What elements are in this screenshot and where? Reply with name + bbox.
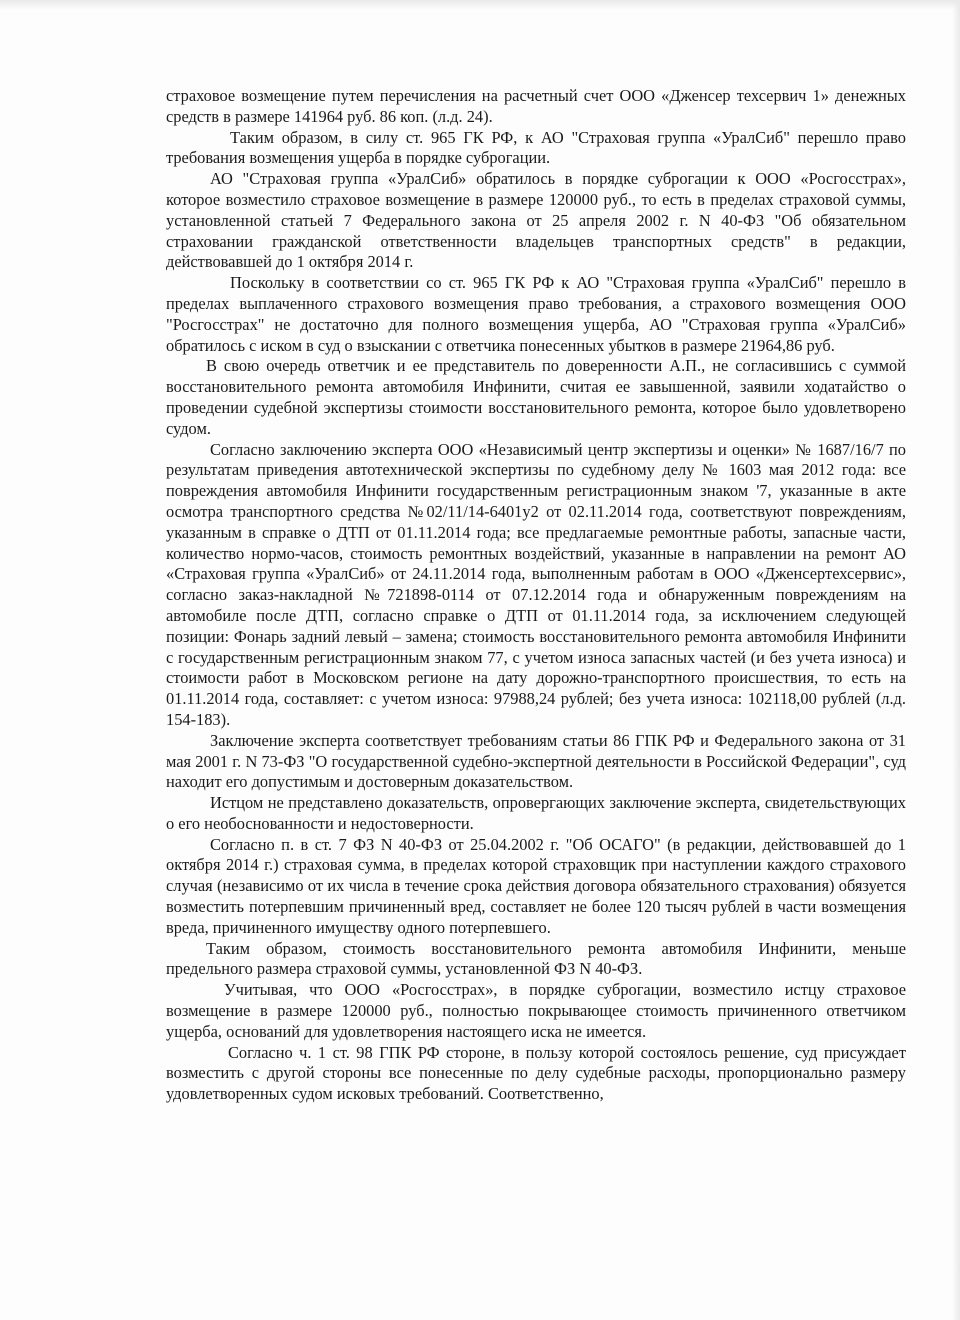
- paragraph-no-rebuttal: Истцом не представлено доказательств, опровергающих заключение эксперта, свидетельствующих о его необоснованности и недостоверности.: [166, 793, 906, 833]
- paragraph-repair-below-limit: Таким образом, стоимость восстановительного ремонта автомобиля Инфинити, меньше предельного размера страховой суммы, установленной ФЗ N 40-ФЗ.: [166, 938, 906, 979]
- paragraph-no-grounds: Учитывая, что ООО «Росгосстрах», в порядке суброгации, возместило истцу страховое возмещение в размере 120000 руб., полностью покрывающее стоимость причиненного ответчиком ущерба, оснований для удовлетворения настоящего иска не имеется.: [166, 980, 906, 1041]
- paragraph-expert-conclusion: Согласно заключению эксперта ООО «Независимый центр экспертизы и оценки» № 1687/16/7 по результатам приведения автотехнической экспертизы по судебному делу № 1603 мая 2012 года: все повреждения автомобиля Инфинити государственным регистрационным знаком '7, указанные в акте осмотра транспортного средства №02/11/14-6401у2 от 02.11.2014 года, соответствуют повреждениям, указанным в справке о ДТП от 01.11.2014 года; все предлагаемые ремонтные работы, запасные части, количество нормо-часов, стоимость ремонтных воздействий, указанные в направлении на ремонт АО «Страховая группа «УралСиб» от 24.11.2014 года, выполненным работам в ООО «Дженсертехсервис», согласно заказ-накладной №721898-0114 от 07.12.2014 года и обнаруженным повреждениям на автомобиле после ДТП, согласно справке о ДТП от 01.11.2014 года, за исключением следующей позиции: Фонарь задний левый – замена; стоимость восстановительного ремонта автомобиля Инфинити с государственным регистрационным знаком 77, с учетом износа запасных частей (и без учета износа) и стоимости работ в Московском регионе на дату дорожно-транспортного происшествия, то есть на 01.11.2014 года, составляет: с учетом износа: 97988,24 рублей; без учета износа: 102118,00 рублей (л.д. 154-183).: [166, 439, 906, 729]
- scan-edge-top: [0, 0, 960, 10]
- paragraph-court-costs: Согласно ч. 1 ст. 98 ГПК РФ стороне, в пользу которой состоялось решение, суд присуждает возместить с другой стороны все понесенные по делу судебные расходы, пропорционально размеру удовлетворенных судом исковых требований. Соответственно,: [166, 1042, 906, 1104]
- paragraph-rosgosstrakh-claim: АО "Страховая группа «УралСиб» обратилось в порядке суброгации к ООО «Росгосстрах», которое возместило страховое возмещение в размере 120000 руб., то есть в пределах страховой суммы, установленной статьей 7 Федерального закона от 25 апреля 2002 г. N 40-ФЗ "Об обязательном страховании гражданской ответственности владельцев транспортных средств" в редакции, действовавшей до 1 октября 2014 г.: [166, 169, 906, 272]
- scan-edge-right: [952, 0, 960, 1320]
- paragraph-payment: страховое возмещение путем перечисления на расчетный счет ООО «Дженсер техсервич 1» денежных средств в размере 141964 руб. 86 коп. (л.д. 24).: [166, 86, 906, 126]
- paragraph-defendant-motion: В свою очередь ответчик и ее представитель по доверенности А.П., не согласившись с суммой восстановительного ремонта автомобиля Инфинити, считая ее завышенной, заявили ходатайство о проведении судебной экспертизы стоимости восстановительного ремонта, которое было удовлетворено судом.: [166, 356, 906, 438]
- paragraph-osago-limit: Согласно п. в ст. 7 ФЗ N 40-ФЗ от 25.04.2002 г. "Об ОСАГО" (в редакции, действовавшей до 1 октября 2014 г.) страховая сумма, в пределах которой страховщик при наступлении каждого страхового случая (независимо от их числа в течение срока действия договора обязательного страхования) обязуется возместить потерпевшим причиненный вред, составляет не более 120 тысяч рублей в части возмещения вреда, причиненного имуществу одного потерпевшего.: [166, 834, 906, 937]
- document-body: [166, 86, 906, 1105]
- paragraph-evidence-admissible: Заключение эксперта соответствует требованиям статьи 86 ГПК РФ и Федерального закона от 31 мая 2001 г. N 73-ФЗ "О государственной судебно-экспертной деятельности в Российской Федерации", суд находит его допустимым и достоверным доказательством.: [166, 730, 906, 792]
- paragraph-subrogation-right: Таким образом, в силу ст. 965 ГК РФ, к АО "Страховая группа «УралСиб" перешло право требования возмещения ущерба в порядке суброгации.: [166, 127, 906, 168]
- paragraph-lawsuit: Поскольку в соответствии со ст. 965 ГК РФ к АО "Страховая группа «УралСиб" перешло в пределах выплаченного страхового возмещения право требования, а страхового возмещения ООО "Росгосстрах" не достаточно для полного возмещения ущерба, АО "Страховая группа «УралСиб» обратилось с иском в суд о взыскании с ответчика понесенных убытков в размере 21964,86 руб.: [166, 273, 906, 355]
